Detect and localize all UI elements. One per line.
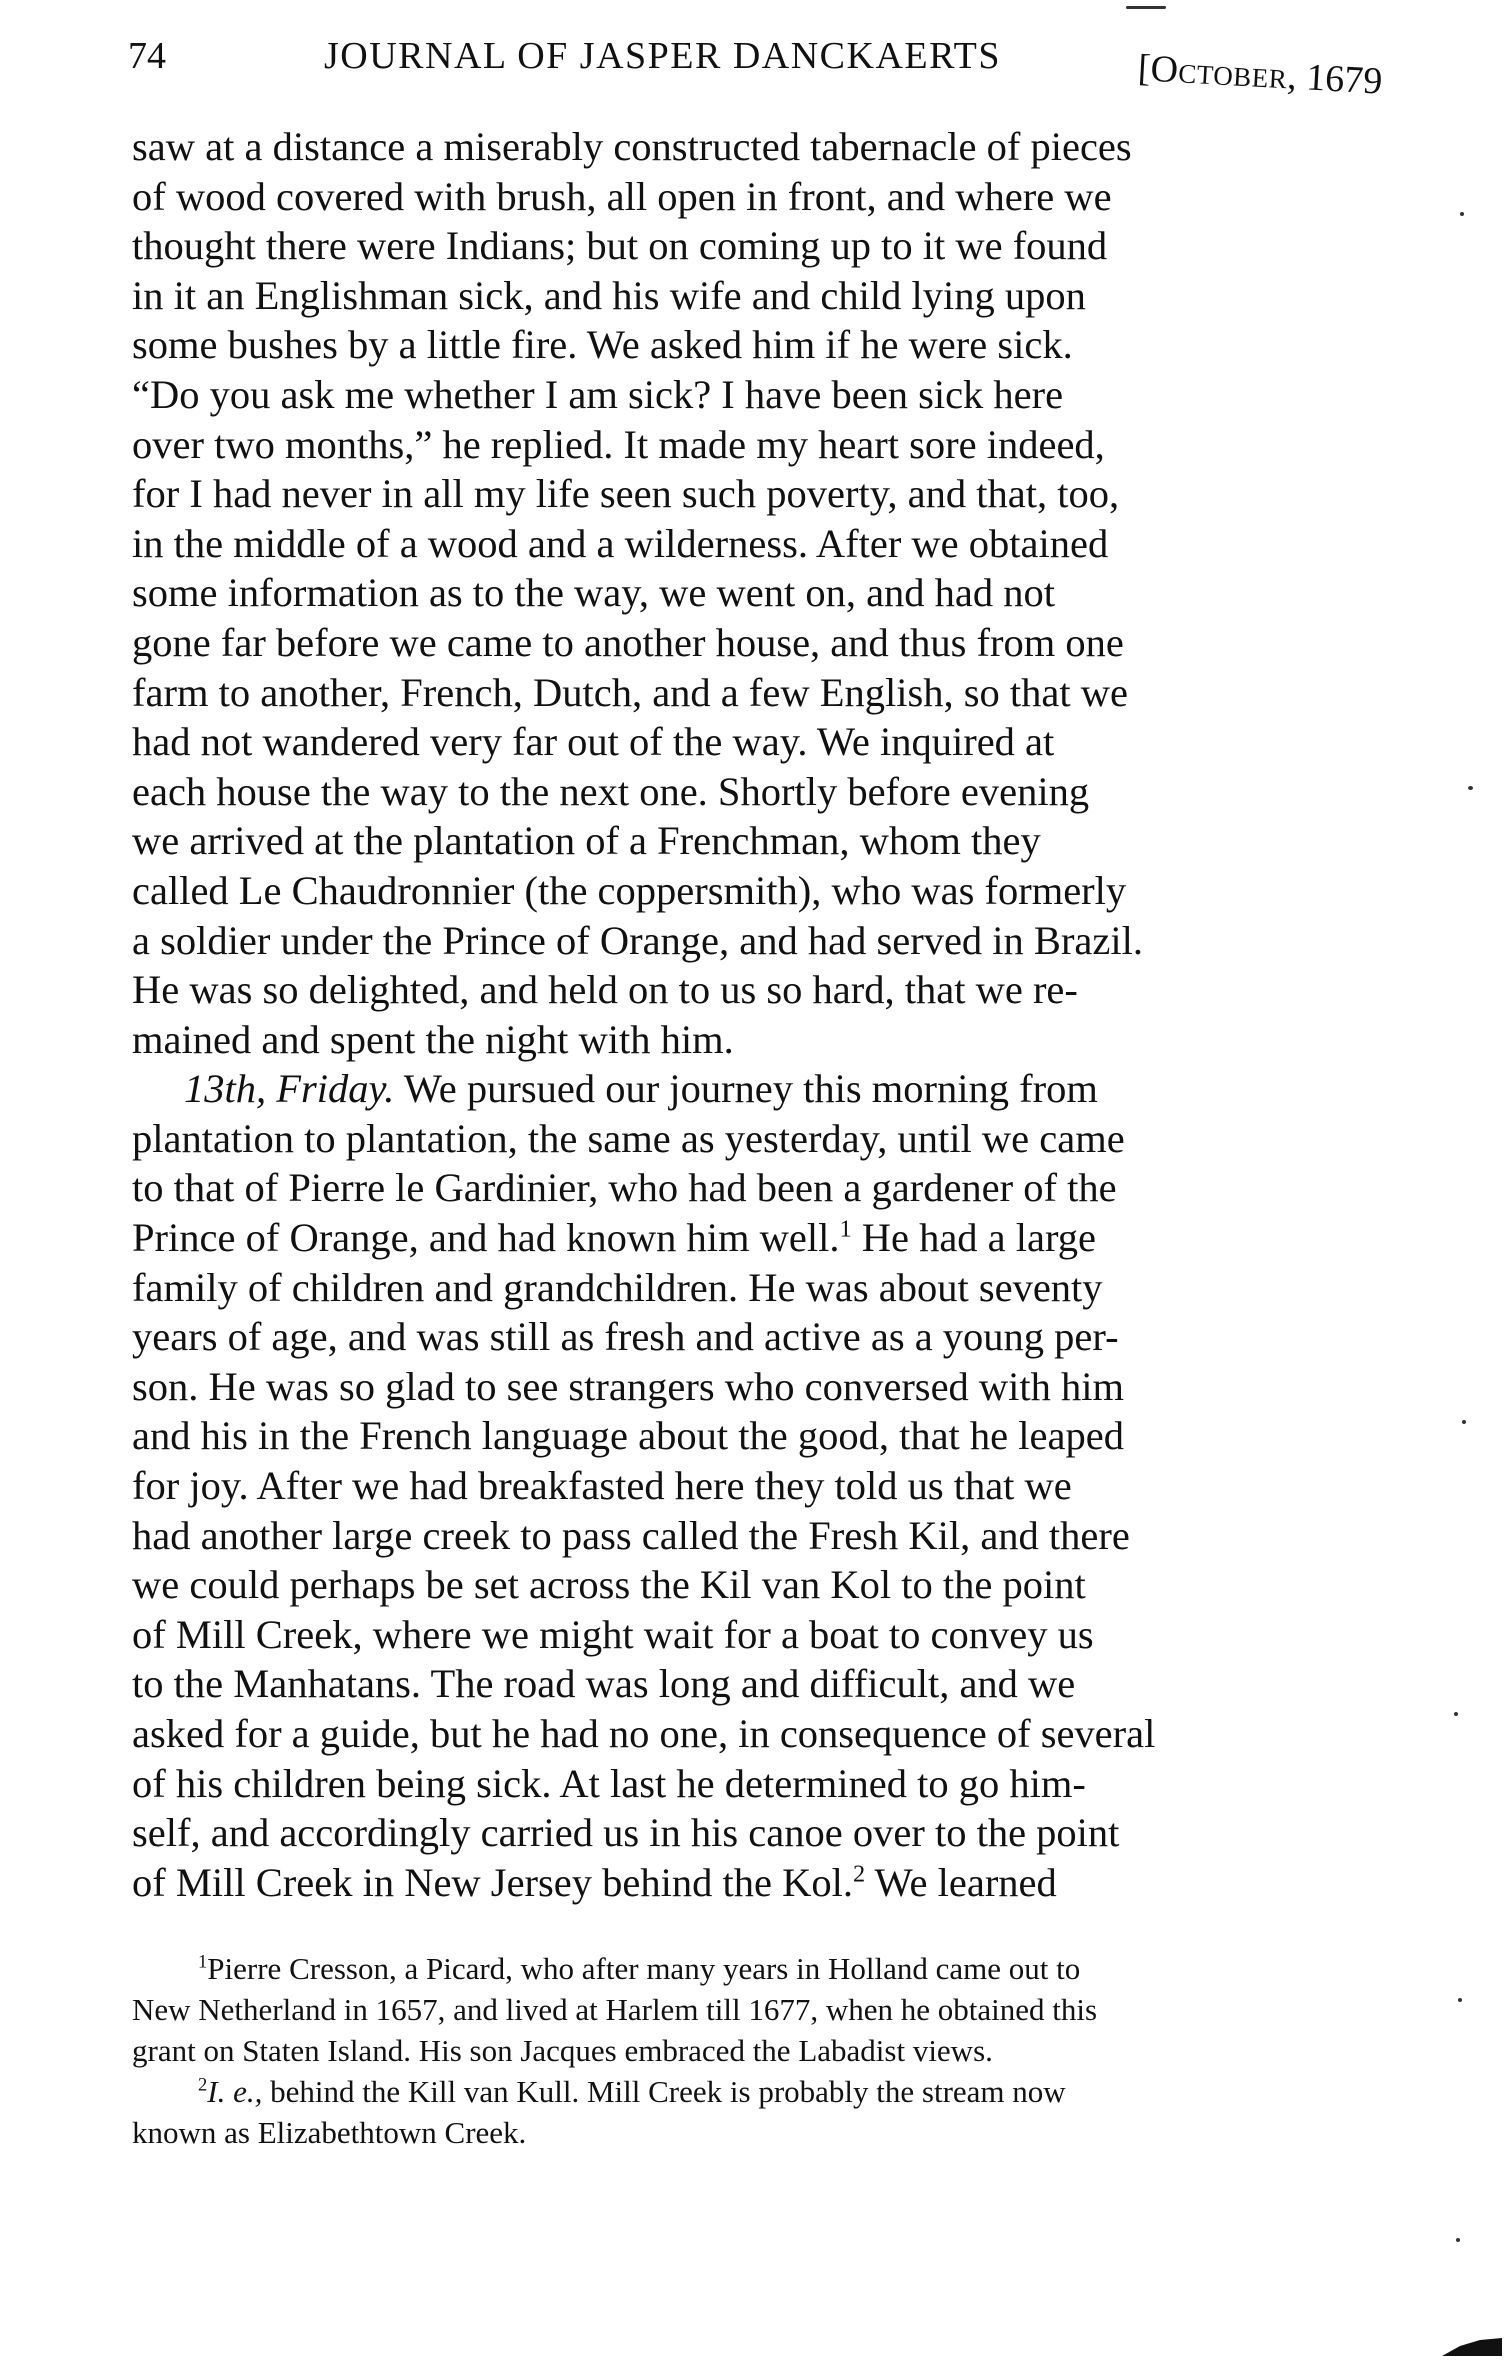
footnote-ref-2: 2: [852, 1860, 866, 1888]
footnote-2: [132, 2071, 1377, 2153]
page-corner-mark: [1440, 2336, 1504, 2358]
footnote-1-text: Pierre Cresson, a Picard, who after many years in Holland came out to New Netherland in 1657, and lived at Harlem till 1677, when he obtained this grant on Staten Island. His son Jacques embraced the Labadist views.: [132, 1951, 1098, 2068]
footnote-mark-1: 1: [198, 1951, 208, 1973]
paragraph-13th-friday: [132, 1064, 1377, 1907]
footnotes: [132, 1948, 1377, 2153]
footnote-mark-2: 2: [198, 2074, 208, 2096]
scan-speck: [1458, 1998, 1462, 2002]
footnote-1: [132, 1948, 1377, 2071]
paragraph-text: We pursued our journey this morning from plantation to plantation, the same as yesterday, until we came to that of Pierre le Gardinier, who had been a gardener of the Prince of Orange, and had known him well.: [132, 1066, 1125, 1261]
page-number: 74: [128, 35, 166, 77]
scan-speck: [1126, 6, 1166, 9]
footnote-2-abbrev: I. e.,: [207, 2074, 263, 2109]
scan-speck: [1456, 2238, 1460, 2242]
running-date: [1137, 46, 1384, 104]
footnote-ref-1: 1: [839, 1215, 852, 1243]
scan-speck: [1460, 212, 1464, 216]
footnote-2-text: behind the Kill van Kull. Mill Creek is probably the stream now known as Elizabethtown Creek.: [132, 2074, 1066, 2150]
date-year: , 1679: [1286, 55, 1384, 103]
date-bracket: [: [1136, 47, 1152, 90]
journal-date-entry: 13th, Friday.: [184, 1066, 395, 1112]
paragraph-text: He had a large family of children and grandchildren. He was about seventy years of age, and was still as fresh and active as a young per- son. He was so glad to see strangers who conversed with him and his in the French language about the good, that he leaped for joy. After we had breakfasted here they told us that we had another large creek to pass called the Fresh Kil, and there we could perhaps be set across the Kil van Kol to the point of Mill Creek, where we might wait for a boat to convey us to the Manhatans. The road was long and difficult, and we asked for a guide, but he had no one, in consequence of several of his children being sick. At last he determined to go him- self, and accordingly carried us in his canoe over to the point of Mill Creek in New Jersey behind the Kol.: [132, 1215, 1156, 1905]
running-title: JOURNAL OF JASPER DANCKAERTS: [324, 35, 1002, 77]
scan-speck: [1462, 1420, 1466, 1424]
paragraph-continuation: saw at a distance a miserably constructed tabernacle of pieces of wood covered with brush, all open in front, and where we thought there were Indians; but on coming up to it we found in it an Englishman sick, and his wife and child lying upon some bushes by a little fire. We asked him if he were sick. “Do you ask me whether I am sick? I have been sick here over two months,” he replied. It made my heart sore indeed, for I had never in all my life seen such poverty, and that, too, in the middle of a wood and a wilderness. After we obtained some information as to the way, we went on, and had not gone far before we came to another house, and thus from one farm to another, French, Dutch, and a few English, so that we had not wandered very far out of the way. We inquired at each house the way to the next one. Shortly before evening we arrived at the plantation of a Frenchman, whom they called Le Chaudronnier (the coppersmith), who was formerly a soldier under the Prince of Orange, and had served in Brazil. He was so delighted, and held on to us so hard, that we re- mained and spent the night with him.: [132, 124, 1144, 1062]
main-text: [132, 122, 1377, 1907]
scan-speck: [1468, 786, 1473, 790]
running-head: [128, 28, 1398, 103]
scan-speck: [1454, 1712, 1458, 1716]
paragraph-text: We learned: [865, 1859, 1057, 1905]
date-month: October: [1149, 47, 1289, 98]
